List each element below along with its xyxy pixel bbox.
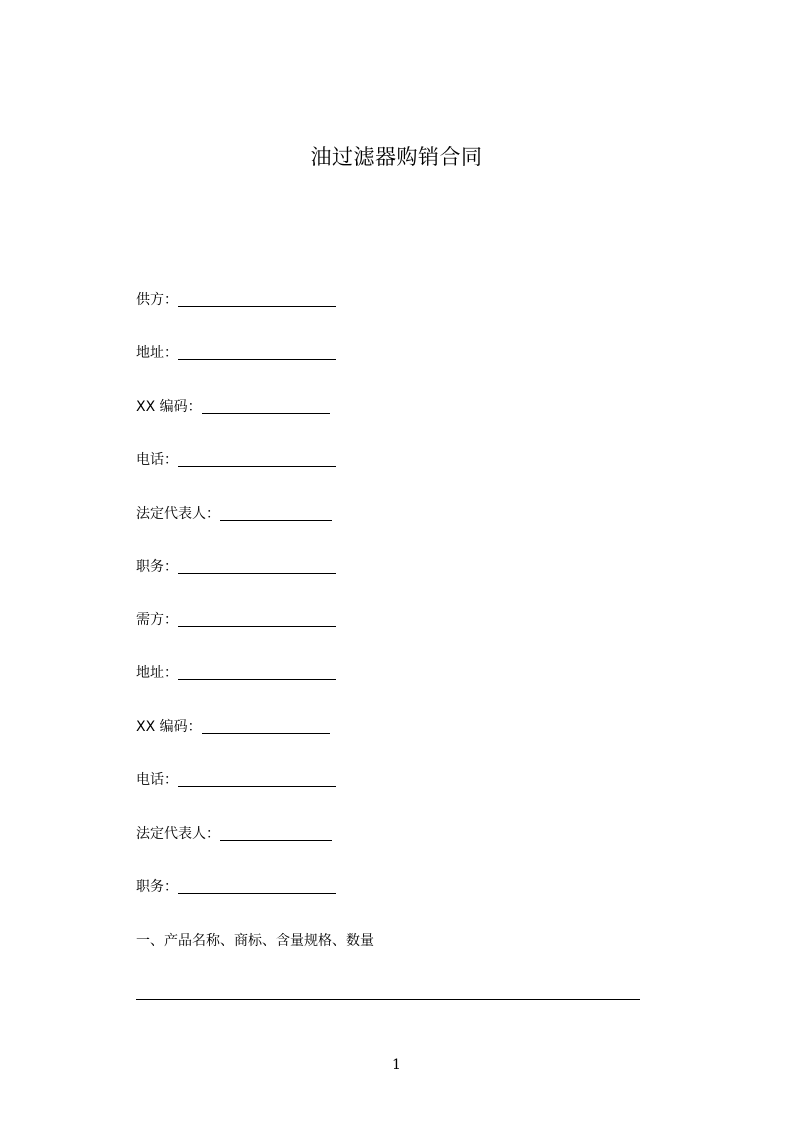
supplier-phone-blank[interactable] xyxy=(178,449,336,467)
buyer-postcode-label: XX 编码： xyxy=(136,719,202,735)
supplier-legal-rep-blank[interactable] xyxy=(220,503,332,521)
supplier-position-field xyxy=(136,556,336,578)
supplier-phone-label: 电话： xyxy=(136,452,178,468)
supplier-party-blank[interactable] xyxy=(178,289,336,307)
supplier-postcode-field xyxy=(136,396,330,418)
buyer-position-label: 职务： xyxy=(136,879,178,895)
supplier-position-blank[interactable] xyxy=(178,556,336,574)
supplier-legal-rep-label: 法定代表人： xyxy=(136,506,220,522)
supplier-position-label: 职务： xyxy=(136,559,178,575)
page-number: 1 xyxy=(392,1057,401,1073)
buyer-party-field xyxy=(136,609,336,631)
buyer-party-label: 需方： xyxy=(136,612,178,628)
document-title: 油过滤器购销合同 xyxy=(310,145,483,169)
supplier-address-blank[interactable] xyxy=(178,342,336,360)
buyer-legal-rep-blank[interactable] xyxy=(220,823,332,841)
buyer-address-label: 地址： xyxy=(136,665,178,681)
buyer-party-blank[interactable] xyxy=(178,609,336,627)
buyer-legal-rep-label: 法定代表人： xyxy=(136,826,220,842)
buyer-position-blank[interactable] xyxy=(178,876,336,894)
buyer-address-blank[interactable] xyxy=(178,662,336,680)
supplier-legal-rep-field xyxy=(136,503,332,525)
buyer-address-field xyxy=(136,662,336,684)
buyer-legal-rep-field xyxy=(136,823,332,845)
buyer-phone-label: 电话： xyxy=(136,772,178,788)
supplier-address-field xyxy=(136,342,336,364)
supplier-postcode-blank[interactable] xyxy=(202,396,330,414)
buyer-phone-blank[interactable] xyxy=(178,769,336,787)
section-1-fill-line[interactable] xyxy=(136,999,640,1000)
supplier-postcode-label: XX 编码： xyxy=(136,399,202,415)
buyer-postcode-blank[interactable] xyxy=(202,716,330,734)
supplier-address-label: 地址： xyxy=(136,345,178,361)
buyer-position-field xyxy=(136,876,336,898)
buyer-phone-field xyxy=(136,769,336,791)
supplier-party-field xyxy=(136,289,336,311)
supplier-phone-field xyxy=(136,449,336,471)
section-1-heading: 一、产品名称、商标、含量规格、数量 xyxy=(136,933,374,949)
supplier-party-label: 供方： xyxy=(136,292,178,308)
buyer-postcode-field xyxy=(136,716,330,738)
